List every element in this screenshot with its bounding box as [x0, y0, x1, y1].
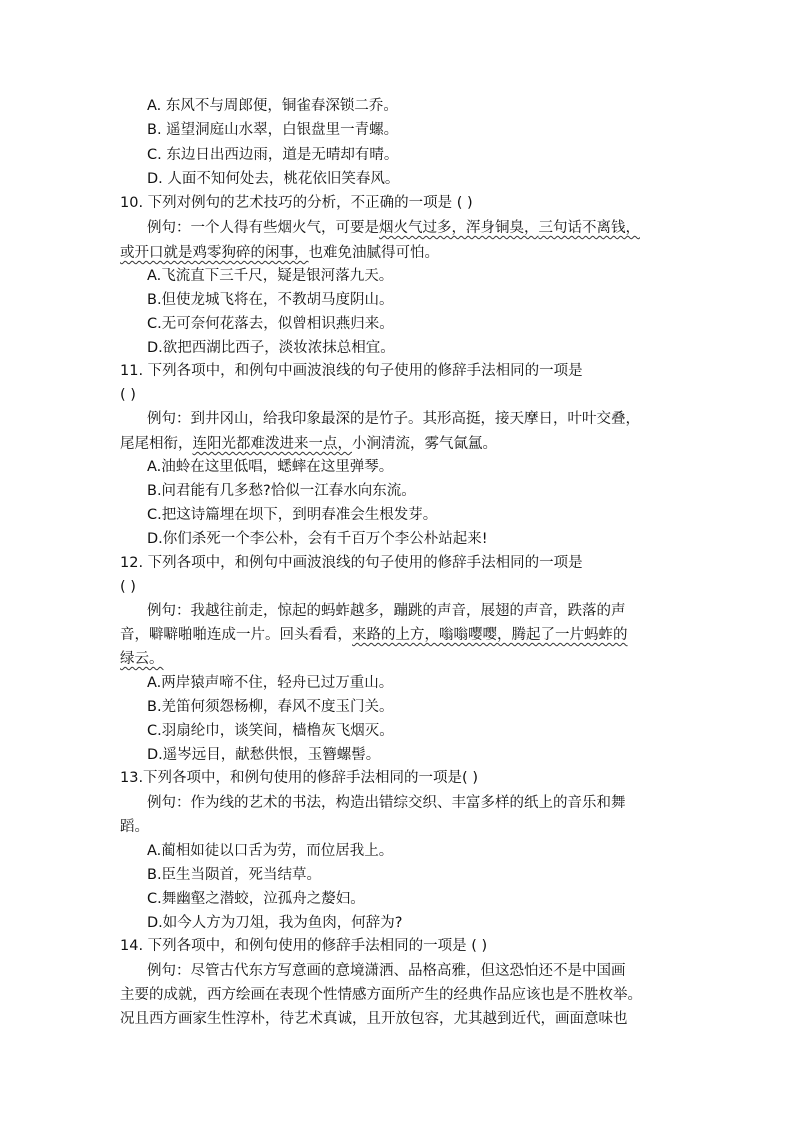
example-text: 小涧清流，雾气氤氲。 [352, 436, 497, 452]
q12-option-c: C.羽扇纶巾，谈笑间，樯橹灰飞烟灭。 [147, 723, 394, 739]
option-b: B. 遥望洞庭山水翠，白银盘里一青螺。 [147, 122, 399, 138]
question-12-example: 例句：我越往前走，惊起的蚂蚱越多，蹦跳的声音，展翅的声音，跌落的声 [147, 603, 626, 619]
q11-option-a: A.油蛉在这里低唱，蟋蟀在这里弹琴。 [147, 459, 394, 475]
question-13-example-cont: 蹈。 [120, 819, 149, 835]
q10-option-a: A.飞流直下三千尺，疑是银河落九天。 [147, 268, 394, 284]
question-11-paren: ( ) [120, 387, 136, 403]
question-14-example-cont: 主要的成就，西方绘画在表现个性情感方面所产生的经典作品应该也是不胜枚举。 [120, 987, 642, 1003]
example-text: 音，噼噼啪啪连成一片。回头看看， [120, 627, 352, 643]
wavy-underlined-text: 烟火气过多，浑身铜臭， [379, 220, 539, 236]
wavy-underlined-text: 三句话不离钱， [538, 220, 640, 236]
question-14-stem: 14. 下列各项中，和例句使用的修辞手法相同的一项是 ( ) [120, 938, 488, 954]
example-text: 例句：一个人得有些烟火气，可要是 [147, 220, 379, 236]
question-11-stem: 11. 下列各项中，和例句中画波浪线的句子使用的修辞手法相同的一项是 [120, 363, 583, 379]
question-10-stem: 10. 下列对例句的艺术技巧的分析，不正确的一项是 ( ) [120, 195, 473, 211]
option-a: A. 东风不与周郎便，铜雀春深锁二乔。 [147, 98, 398, 114]
example-text: 尾尾相衔， [120, 436, 193, 452]
question-14-example: 例句：尽管古代东方写意画的意境潇洒、品格高雅，但这恐怕还不是中国画 [147, 963, 626, 979]
question-12-example-cont2 [120, 649, 164, 669]
option-c: C. 东边日出西边雨，道是无晴却有晴。 [147, 147, 399, 163]
q13-option-a: A.蔺相如徒以口舌为劳，而位居我上。 [147, 843, 394, 859]
question-12-paren: ( ) [120, 579, 136, 595]
q12-option-d: D.遥岑远目，献愁供恨，玉簪螺髻。 [147, 747, 381, 763]
question-10-example-cont [120, 243, 439, 263]
example-text: 也难免油腻得可怕。 [308, 245, 439, 261]
option-d: D. 人面不知何处去，桃花依旧笑春风。 [147, 171, 400, 187]
q12-option-a: A.两岸猿声啼不住，轻舟已过万重山。 [147, 675, 394, 691]
q10-option-b: B.但使龙城飞将在，不教胡马度阴山。 [147, 292, 394, 308]
wavy-underlined-text: 连阳光都难泼进来一点， [192, 436, 352, 452]
question-10-example [147, 218, 640, 238]
wavy-underlined-text: 来路的上方，嗡嗡嘤嘤，腾起了一片蚂蚱的 [352, 627, 628, 643]
q10-option-c: C.无可奈何花落去，似曾相识燕归来。 [147, 316, 394, 332]
question-13-example: 例句：作为线的艺术的书法，构造出错综交织、丰富多样的纸上的音乐和舞 [147, 795, 626, 811]
q12-option-b: B.羌笛何须怨杨柳，春风不度玉门关。 [147, 699, 394, 715]
question-12-stem: 12. 下列各项中，和例句中画波浪线的句子使用的修辞手法相同的一项是 [120, 555, 583, 571]
q13-option-b: B.臣生当陨首，死当结草。 [147, 867, 322, 883]
wavy-underlined-text: 或开口就是鸡零狗碎的闲事， [120, 245, 309, 261]
q11-option-c: C.把这诗篇埋在坝下，到明春准会生根发芽。 [147, 507, 438, 523]
question-14-example-cont2: 况且西方画家生性淳朴，待艺术真诚，且开放包容，尤其越到近代，画面意味也 [120, 1011, 628, 1027]
question-11-example-cont [120, 434, 497, 454]
question-13-stem: 13.下列各项中，和例句使用的修辞手法相同的一项是( ) [120, 770, 478, 786]
q11-option-d: D.你们杀死一个李公朴，会有千百万个李公朴站起来! [147, 531, 488, 547]
q10-option-d: D.欲把西湖比西子，淡妆浓抹总相宜。 [147, 340, 395, 356]
question-12-example-cont [120, 625, 628, 645]
q13-option-c: C.舞幽壑之潜蛟，泣孤舟之嫠妇。 [147, 891, 365, 907]
wavy-underlined-text: 绿云。 [120, 651, 164, 667]
q11-option-b: B.问君能有几多愁?恰似一江春水向东流。 [147, 483, 416, 499]
question-11-example: 例句：到井冈山，给我印象最深的是竹子。其形高挺，接天摩日，叶叶交叠， [147, 411, 640, 427]
q13-option-d: D.如今人方为刀俎，我为鱼肉，何辞为? [147, 915, 403, 931]
